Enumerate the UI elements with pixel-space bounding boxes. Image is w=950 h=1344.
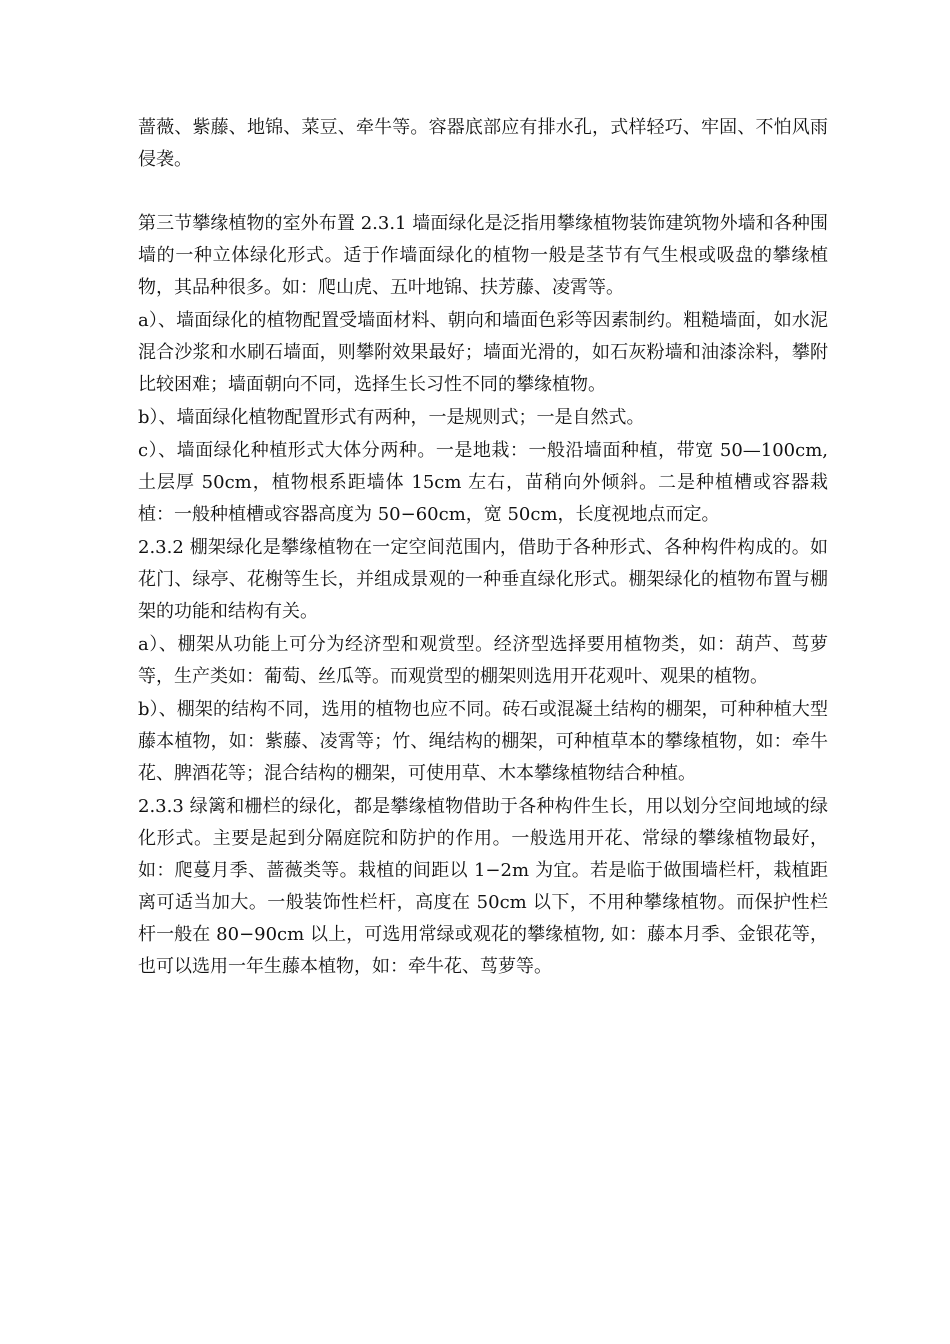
paragraph-wall-a: a）、墙面绿化的植物配置受墙面材料、朝向和墙面色彩等因素制约。粗糙墙面，如水泥混合沙浆和水刷石墙面，则攀附效果最好；墙面光滑的，如石灰粉墙和油漆涂料，攀附比较困难；墙面朝向不同，选择生长习性不同的攀缘植物。 [138, 310, 828, 395]
main-section [138, 208, 828, 984]
intro-paragraph: 蔷薇、紫藤、地锦、菜豆、牵牛等。容器底部应有排水孔，式样轻巧、牢固、不怕风雨侵袭。 [138, 117, 828, 170]
paragraph-trellis: 2.3.2 棚架绿化是攀缘植物在一定空间范围内，借助于各种形式、各种构件构成的。如花门、绿亭、花榭等生长，并组成景观的一种垂直绿化形式。棚架绿化的植物布置与棚架的功能和结构有关。 [138, 537, 828, 622]
paragraph-wall-b: b）、墙面绿化植物配置形式有两种，一是规则式；一是自然式。 [138, 407, 645, 428]
paragraph-section-heading: 第三节攀缘植物的室外布置 2.3.1 墙面绿化是泛指用攀缘植物装饰建筑物外墙和各种围墙的一种立体绿化形式。适于作墙面绿化的植物一般是茎节有气生根或吸盘的攀缘植物，其品种很多。如：爬山虎、五叶地锦、扶芳藤、凌霄等。 [138, 213, 828, 298]
intro-section [138, 112, 828, 176]
paragraph-trellis-b: b）、棚架的结构不同，选用的植物也应不同。砖石或混凝土结构的棚架，可种种植大型藤本植物，如：紫藤、凌霄等；竹、绳结构的棚架，可种植草本的攀缘植物，如：牵牛花、脾酒花等；混合结构的棚架，可使用草、木本攀缘植物结合种植。 [138, 699, 828, 784]
paragraph-trellis-a: a）、棚架从功能上可分为经济型和观赏型。经济型选择要用植物类，如：葫芦、茑萝等，生产类如：葡萄、丝瓜等。而观赏型的棚架则选用开花观叶、观果的植物。 [138, 634, 828, 687]
paragraph-hedge-fence: 2.3.3 绿篱和栅栏的绿化，都是攀缘植物借助于各种构件生长，用以划分空间地域的绿化形式。主要是起到分隔庭院和防护的作用。一般选用开花、常绿的攀缘植物最好，如：爬蔓月季、蔷薇类等。栽植的间距以 1−2m 为宜。若是临于做围墙栏杆，栽植距离可适当加大。一般装饰性栏杆，高度在 50cm 以下，不用种攀缘植物。而保护性栏杆一般在 80−90cm 以上，可选用常绿或观花的攀缘植物, 如：藤本月季、金银花等，也可以选用一年生藤本植物，如：牵牛花、茑萝等。 [138, 796, 828, 977]
paragraph-wall-c: c）、墙面绿化种植形式大体分两种。一是地栽：一般沿墙面种植，带宽 50—100cm, 土层厚 50cm，植物根系距墙体 15cm 左右，苗稍向外倾斜。二是种植槽或容器栽植：一般种植槽或容器高度为 50−60cm，宽 50cm，长度视地点而定。 [138, 440, 828, 525]
